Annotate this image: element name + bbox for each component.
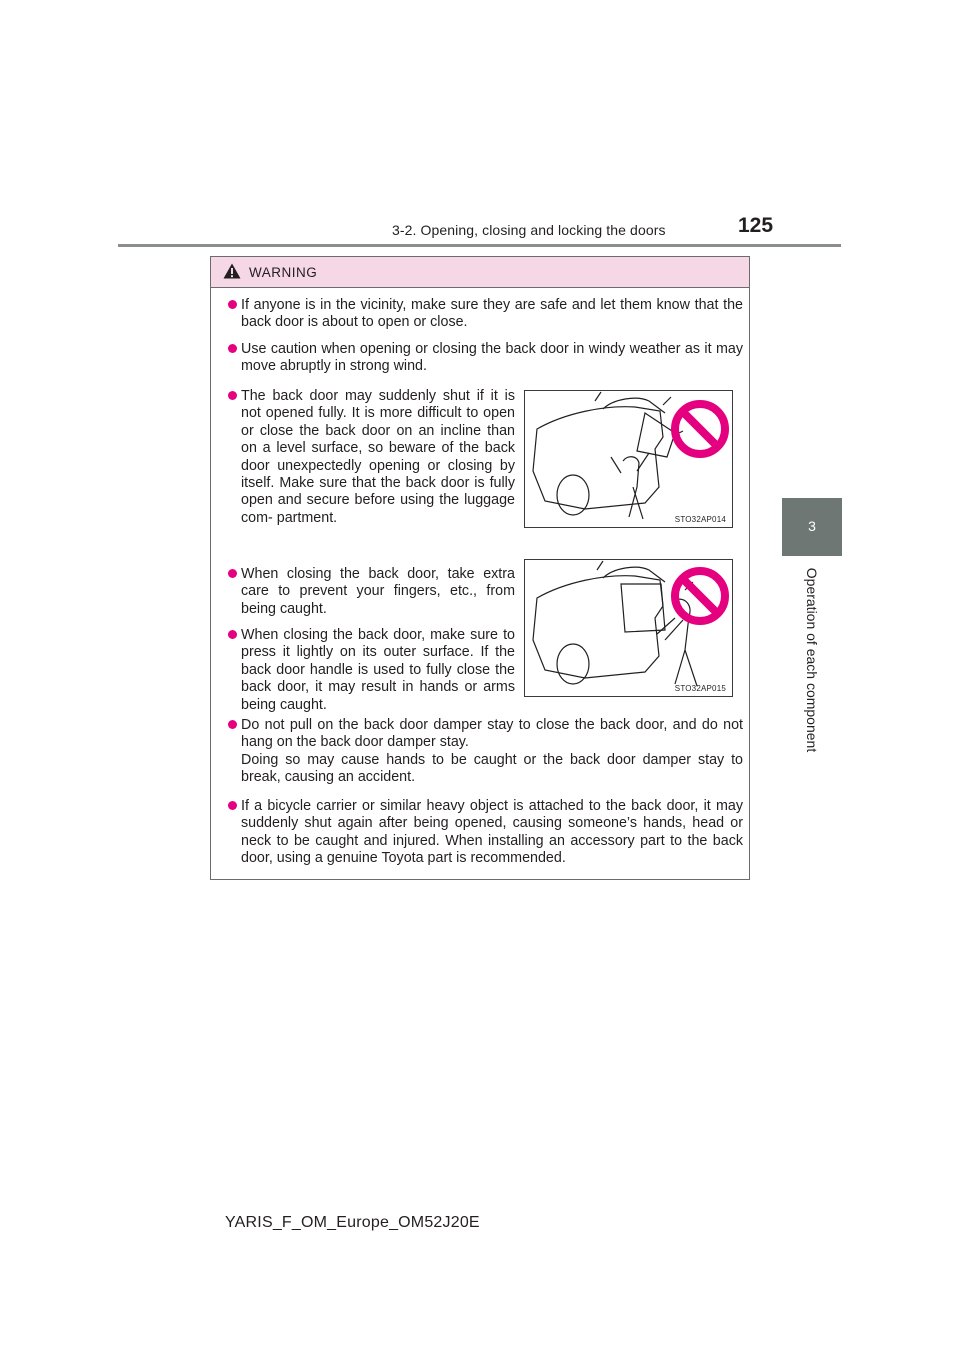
prohibited-icon bbox=[670, 399, 730, 459]
prohibited-icon bbox=[670, 566, 730, 626]
illustration-code: STO32AP015 bbox=[674, 684, 726, 693]
warning-item: The back door may suddenly shut if it is not opened fully. It is more difficult to open or close the back door on an incline than on a level surface, so beware of the back door unexpectedly opening or closing by itself. Make sure that the back door is fully open and secure before using the luggage com- partment. bbox=[241, 388, 515, 527]
warning-item: If a bicycle carrier or similar heavy object is attached to the back door, it may suddenly shut again after being opened, causing someone’s hands, head or neck to be caught and injured. When installing an accessory part to the back door, using a genuine Toyota part is recommended. bbox=[241, 798, 743, 868]
bullet-icon bbox=[228, 720, 237, 729]
bullet-icon bbox=[228, 391, 237, 400]
warning-header bbox=[211, 257, 749, 288]
bullet-icon bbox=[228, 630, 237, 639]
illustration-code: STO32AP014 bbox=[674, 515, 726, 524]
warning-label: WARNING bbox=[249, 265, 318, 280]
warning-item: Do not pull on the back door damper stay to close the back door, and do not hang on the back door damper stay. Doing so may cause hands to be caught or the back door damper stay to break, causing an accident. bbox=[241, 717, 743, 787]
section-title: 3-2. Opening, closing and locking the doors bbox=[392, 222, 666, 238]
document-id: YARIS_F_OM_Europe_OM52J20E bbox=[225, 1214, 480, 1231]
bullet-icon bbox=[228, 569, 237, 578]
warning-item: When closing the back door, take extra care to prevent your fingers, etc., from being caught. bbox=[241, 566, 515, 618]
illustration-back-door-close bbox=[524, 559, 733, 697]
bullet-icon bbox=[228, 801, 237, 810]
chapter-number: 3 bbox=[808, 518, 816, 534]
illustration-back-door-shut bbox=[524, 390, 733, 528]
header-rule bbox=[118, 244, 841, 247]
chapter-title: Operation of each component bbox=[804, 567, 820, 753]
page-number: 125 bbox=[738, 214, 774, 237]
warning-box bbox=[210, 256, 750, 880]
bullet-icon bbox=[228, 344, 237, 353]
chapter-tab bbox=[782, 498, 842, 556]
bullet-icon bbox=[228, 300, 237, 309]
warning-item: When closing the back door, make sure to press it lightly on its outer surface. If the back door handle is used to fully close the back door, it may result in hands or arms being caught. bbox=[241, 627, 515, 714]
warning-item: If anyone is in the vicinity, make sure they are safe and let them know that the back door is about to open or close. bbox=[241, 297, 743, 332]
warning-item: Use caution when opening or closing the back door in windy weather as it may move abruptly in strong wind. bbox=[241, 341, 743, 376]
warning-triangle-icon bbox=[223, 263, 241, 279]
